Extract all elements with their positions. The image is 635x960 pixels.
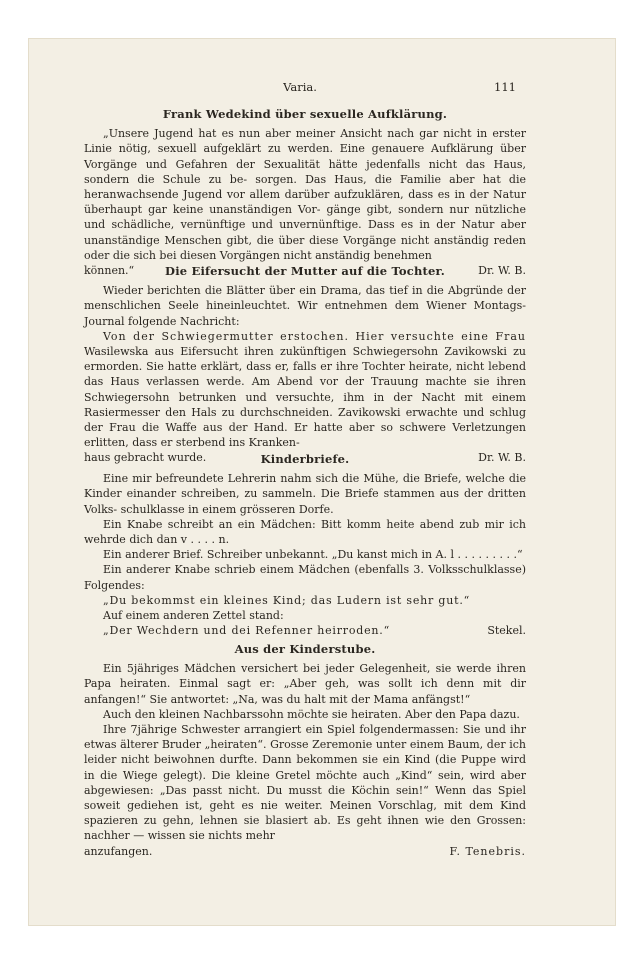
line: Gefahren der Sexualität hätte jedenfalls nicht das Haus, sondern die Schule zu be- <box>84 157 527 186</box>
line: Wasilewska aus Eifersucht ihren zukünftigen Schwiegersohn Zavikowski zu <box>84 345 526 359</box>
line: schulklasse in einem grösseren Dorfe. <box>120 502 334 516</box>
article-eifersucht <box>84 264 526 466</box>
article-wedekind <box>84 107 526 278</box>
paragraph <box>84 547 526 562</box>
paragraph <box>84 329 526 451</box>
article-kinderbriefe <box>84 452 526 638</box>
paragraph <box>84 562 526 592</box>
page-number: 111 <box>494 80 516 94</box>
line: Ein 5jähriges Mädchen versichert bei jeder Gelegenheit, sie werde ihren Papa <box>84 662 526 691</box>
paragraph <box>84 593 526 608</box>
line: Ein anderer Brief. Schreiber unbekannt. „Du kanst mich in A. l . . . . . . . . .“ <box>103 548 523 562</box>
paragraph <box>84 517 526 547</box>
paragraph <box>84 608 526 623</box>
line: Ein Knabe schreibt an ein Mädchen: Bitt komm heite abend zub mir ich <box>103 517 526 531</box>
article-kinderstube <box>84 642 526 859</box>
paragraph <box>84 707 526 722</box>
line: Haus verlassen werde. Am Abend vor der Trauung machte sie ihren Schwiegersohn <box>84 375 527 404</box>
paragraph <box>84 722 526 844</box>
article-title: Aus der Kinderstube. <box>234 642 376 656</box>
line: „Das passt nicht. Du musst die Köchin sein!“ Wenn das Spiel soweit gediehen <box>84 783 526 813</box>
paragraph <box>84 126 526 263</box>
section-title: Varia. <box>283 80 317 94</box>
line: etwas älterer Bruder „heiraten“. Grosse Zeremonie unter einem Baum, der ich <box>84 738 526 752</box>
author-signature: Dr. W. B. <box>478 451 526 465</box>
line: wehrde dich dan v . . . . n. <box>84 533 230 547</box>
line: können.“ <box>84 264 135 278</box>
line: haus gebracht wurde. <box>84 451 207 465</box>
line: Eine mir befreundete Lehrerin nahm sich die Mühe, die Briefe, welche die <box>103 472 526 486</box>
line: heiraten. Einmal sagt er: „Aber geh, was sollt ich denn mit dir anfangen!“ Sie <box>84 677 527 706</box>
line: sie blasiert ab. Es geht ihnen wie den Grossen: nachher — wissen sie nichts mehr <box>84 814 526 843</box>
line: Ein anderer Knabe schrieb einem Mädchen (ebenfalls 3. Volksschulklasse) <box>103 563 526 577</box>
line: Ihre 7jährige Schwester arrangiert ein Spiel folgendermassen: Sie und ihr <box>103 723 526 737</box>
line: gänge gibt, sondern nur nützliche und schädliche, vernünftige und unvernünftige. <box>84 203 526 232</box>
author-signature: Dr. W. B. <box>478 264 526 278</box>
line: Kinder einander schreiben, zu sammeln. Die Briefe stammen aus der dritten Volks- <box>84 487 526 516</box>
running-header <box>84 80 516 96</box>
article-title: Frank Wedekind über sexuelle Aufklärung. <box>162 107 448 121</box>
line: sorgen. Das Haus, die Familie aber hat die heranwachsende Jugend vor allem <box>84 172 527 202</box>
line: Wiege gelegt). Die kleine Gretel möchte auch „Kind“ sein, wird aber abgewiesen: <box>84 768 527 797</box>
paragraph <box>84 661 526 707</box>
line: „Unsere Jugend hat es nun aber meiner Ansicht nach gar nicht in erster Linie <box>84 127 526 156</box>
paragraph <box>84 283 526 329</box>
line: ist, geht es nie weiter. Meinen Vorschlag, mit dem Kind spazieren zu gehn, lehnen <box>84 799 526 828</box>
line: nicht anständig reden oder die sich bei diesen Vorgängen nicht anständig benehmen <box>84 233 527 262</box>
line: ermorden. Sie hatte erklärt, dass er, falls er ihre Tochter heirate, nicht lebend das <box>84 360 526 389</box>
line: Auf einem anderen Zettel stand: <box>103 609 284 623</box>
line: „Du bekommst ein kleines Kind; das Ludern ist sehr gut.“ <box>103 593 471 607</box>
article-title: Kinderbriefe. <box>260 452 350 466</box>
line: Auch den kleinen Nachbarssohn möchte sie heiraten. Aber den Papa dazu. <box>103 707 520 721</box>
line: betrunken und versuchte, ihm in der Nacht mit einem Rasiermesser den Hals zu <box>84 390 526 419</box>
line: Folgendes: <box>84 578 145 592</box>
line: Wieder berichten die Blätter über ein Drama, das tief in die Abgründe der <box>103 284 526 298</box>
line: Von der Schwiegermutter erstochen. Hier versuchte eine Frau <box>103 329 526 343</box>
line: leider nicht beiwohnen durfte. Dann bekommen sie ein Kind (die Puppe wird in die <box>84 753 526 782</box>
paragraph <box>84 471 526 517</box>
closing-line <box>84 623 526 638</box>
line: durchschneiden. Zavikowski erwachte und schlug der Frau die Waffe aus der Hand. <box>84 405 526 435</box>
line: anzufangen. <box>84 844 153 858</box>
line: „Der Wechdern und dei Refenner heirroden.“ <box>103 624 391 638</box>
article-title: Die Eifersucht der Mutter auf die Tochter. <box>165 264 445 278</box>
line: nötig, sexuell aufgeklärt zu werden. Eine genauere Aufklärung über Vorgänge und <box>84 142 526 171</box>
author-signature: F. Tenebris. <box>449 844 526 858</box>
closing-line <box>84 844 526 859</box>
line: darüber aufzuklären, dass es in der Natur überhaupt gar keine unanständigen Vor- <box>84 188 527 217</box>
line: Dass es in der Natur aber unanständige Menschen gibt, die über diese Vorgänge <box>84 218 527 247</box>
line: folgende Nachricht: <box>128 314 240 328</box>
author-signature: Stekel. <box>487 624 526 638</box>
line: antwortet: „Na, was du halt mit der Mama anfängst!“ <box>170 692 471 706</box>
line: menschlichen Seele hineinleuchtet. Wir entnehmen dem Wiener Montags-Journal <box>84 299 526 328</box>
line: Er hatte aber so schwere Verletzungen erlitten, dass er sterbend ins Kranken- <box>84 421 527 450</box>
